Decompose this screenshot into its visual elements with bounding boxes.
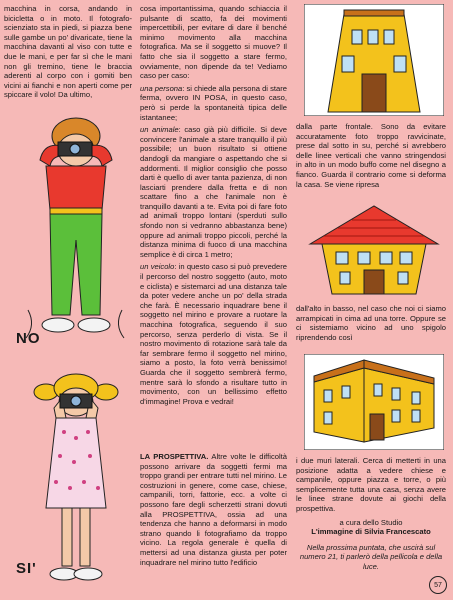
- column-3-paragraph-1: dalla parte frontale. Sono da evitare accuratamente foto troppo ravvicinate, prese dal sotto in su, perché si avrebbero delle linee verticali che vanno stringendosi in alto in un modo buffo come nel disegno a fianco. Guarda il contrario come si deforma la casa. Se viene ripresa: [296, 122, 446, 189]
- column-1-paragraph: macchina in corsa, andando in bicicletta o in moto. Il fotografo-scienziato sta in piedi, si piazza bene sulle gambe un po' divaricate, tiene la macchina davanti al viso con tutte e due le mani, e per far sì che le mani non gli tremino, tiene le braccia aderenti al corpo con i gomiti ben vicini ai fianchi e non aperti come per spiccare il volo! Da ultimo,: [4, 4, 132, 100]
- column-3-text-3: [296, 456, 446, 572]
- persona-text: : si chiede alla persona di stare ferma, ovvero IN POSA, in questo caso, però si perde la spontaneità tipica delle istantanee;: [140, 83, 287, 122]
- animale-term: un animale: [140, 125, 179, 135]
- column-2-text: [140, 4, 287, 409]
- veicolo-paragraph: [140, 262, 287, 406]
- intro-paragraph: cosa importantissima, quando schiaccia il pulsante di scatto, fa dei movimenti impercettibili, per evitare di dare il benché minimo movimento alla macchina fotografica. Ma se il soggetto si muove? Il fatto che sia il soggetto a stare fermo, ovviamente, non dipende da te! Vediamo caso per caso:: [140, 4, 287, 81]
- animale-paragraph: [140, 125, 287, 259]
- credit-line-1: a cura dello Studio: [339, 517, 403, 527]
- label-si: SI': [16, 560, 37, 577]
- page-number: 57: [429, 576, 447, 594]
- column-1-text: [4, 4, 132, 103]
- house-from-above: [304, 202, 444, 298]
- next-episode-note: Nella prossima puntata, che uscirà sul numero 21, ti parlerò della pellicola e della luce.: [299, 542, 443, 571]
- prospettiva-text: Altre volte le difficoltà possono arrivare da soggetti fermi ma troppo grandi per entrare tutti nel mirino. Le costruzioni in genere, come case, chiese, campanili, torri, fattorie, ecc. a volte ci possono fare degli scherzetti strani dovuti alla PROSPETTIVA, ossia ad una tendenza che hanno a deformarsi in modo strano quando li fotografiamo da troppo vicino. La regola generale è quella di mettersi ad una distanza giusta per poter inquadrare nel mirino tutto l'edificio: [140, 452, 287, 567]
- house-corner-view: [304, 354, 444, 450]
- label-no: NO: [16, 330, 41, 347]
- animale-text: : caso già più difficile. Si deve convincere l'animale a stare tranquillo il più possibile; un buon risultato si ottiene dandogli da mangiare o aspettando che si addormenti. Il miglior consiglio che posso darti è quello di aver tanta pazienza, di non lasciarti prendere dalla fretta e di non scattare fino a che l'animale non è tranquillo davanti a te. Evita poi di fare foto ad animali troppo lontani (sperduti sullo sfondo non si vedranno abbastanza bene) oppure ad animali troppo piccoli, perché la distanza minima di fuoco di una macchina semplice è di circa 1 metro;: [140, 125, 287, 259]
- column-3-paragraph-3: i due muri laterali. Cerca di metterti in una posizione adatta a vedere chiese e campanile, oppure piazza e torre, o più semplicemente tutta una casa, senza avere le linee strane dovute ai giochi della prospettiva.: [296, 456, 446, 513]
- veicolo-text: : in questo caso si può prevedere il percorso del nostro soggetto (auto, moto e ciclista) e sistemarci ad una distanza tale da poter vedere anche un po' della strada che farà. È necessario inquadrare bene il soggetto nel mirino e provare a ruotare la macchina fotografica, seguendo il suo percorso, senza perderlo di vista. Se il nostro movimento di rotazione sarà tale da far sembrare fermo il soggetto nel mirino, siamo a posto, la foto verrà benissimo! Guarda che il soggetto sembrerà fermo, mentre sarà lo sfondo a risultare tutto in movimento, con un bellissimo effetto d'immagine! Prova e vedrai!: [140, 262, 287, 406]
- credit: [296, 518, 446, 537]
- persona-term: una persona: [140, 83, 183, 93]
- veicolo-term: un veicolo: [140, 262, 175, 272]
- house-distorted-from-below: [304, 4, 444, 116]
- persona-paragraph: [140, 84, 287, 122]
- prospettiva-paragraph: [140, 452, 287, 567]
- credit-line-2: L'immagine di Silvia Francescato: [311, 527, 431, 537]
- column-3-text-1: [296, 122, 446, 192]
- prospettiva-section: [140, 452, 287, 570]
- column-3-paragraph-2: dall'alto in basso, nel caso che noi ci siamo arrampicati in cima ad una torre. Oppure se ci sistemiamo vicino ad uno spigolo riprendendo così: [296, 304, 446, 342]
- prospettiva-heading: LA PROSPETTIVA.: [140, 452, 209, 461]
- column-3-text-2: [296, 304, 446, 345]
- boy-camera-illustration: [18, 110, 128, 362]
